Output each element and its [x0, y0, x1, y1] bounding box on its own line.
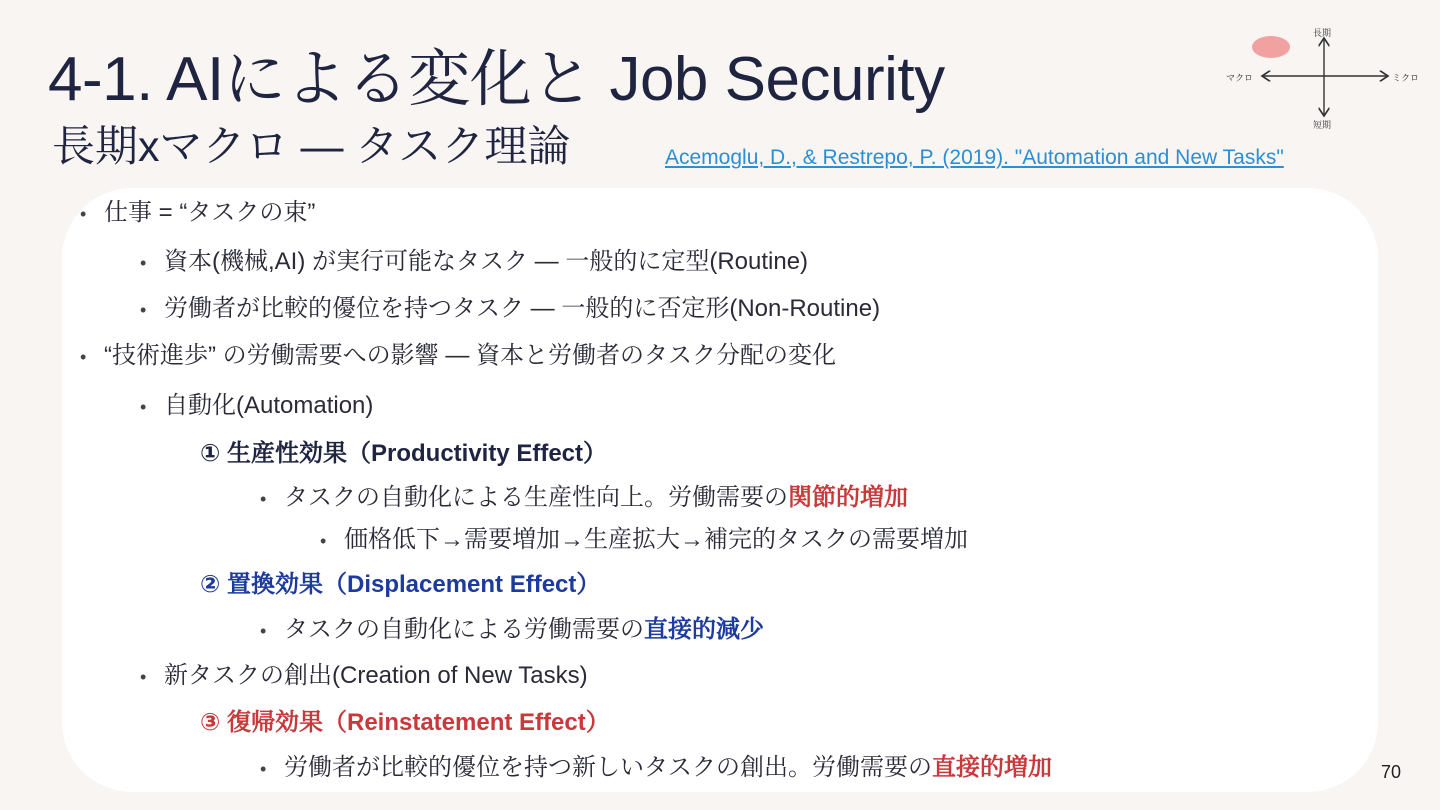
bullet-dot: • [80, 204, 87, 224]
bullet-dot: • [80, 347, 87, 367]
bullet-level2 [140, 247, 808, 278]
bullet-text: 新タスクの創出(Creation of New Tasks) [164, 662, 588, 689]
bullet-level1 [80, 341, 836, 372]
bullet-text: タスクの自動化による生産性向上。労働需要の [284, 484, 788, 511]
effect-heading-reinstatement: ③ 復帰効果（Reinstatement Effect） [200, 709, 610, 736]
bullet-text: 価格低下→需要増加→生産拡大→補完的タスクの需要増加 [344, 526, 968, 553]
bullet-text: タスクの自動化による労働需要の [284, 616, 644, 643]
axes-diagram [1220, 18, 1430, 136]
bullet-text: 仕事 = “タスクの束” [104, 199, 316, 226]
bullet-text: “技術進歩” の労働需要への影響 ― 資本と労働者のタスク分配の変化 [104, 342, 836, 369]
page-number: 70 [1381, 762, 1402, 782]
bullet-dot: • [140, 253, 147, 273]
highlight-text: 関節的増加 [788, 484, 908, 511]
highlight-text: 直接的増加 [932, 754, 1052, 781]
bullet-dot: • [260, 489, 267, 509]
position-marker [1252, 36, 1290, 58]
bullet-level2 [140, 391, 373, 422]
bullet-dot: • [140, 397, 147, 417]
axis-label-top: 長期 [1313, 28, 1332, 38]
bullet-text: 自動化(Automation) [164, 392, 374, 419]
bullet-level4 [260, 483, 908, 514]
bullet-level4 [260, 615, 764, 646]
bullet-level5 [320, 525, 968, 556]
bullet-dot: • [140, 300, 147, 320]
bullet-text: 労働者が比較的優位を持つ新しいタスクの創出。労働需要の [284, 754, 932, 781]
bullet-level1 [80, 198, 315, 229]
bullet-text: 労働者が比較的優位を持つタスク ― 一般的に否定形(Non-Routine) [164, 295, 881, 322]
slide-title: 4-1. AIによる変化と Job Security [48, 45, 945, 114]
bullet-dot: • [320, 531, 327, 551]
axis-label-right: ミクロ [1392, 73, 1420, 83]
bullet-dot: • [140, 667, 147, 687]
bullet-text: 資本(機械,AI) が実行可能なタスク ― 一般的に定型(Routine) [164, 248, 809, 275]
effect-heading-displacement: ② 置換効果（Displacement Effect） [200, 571, 601, 598]
highlight-text: 直接的減少 [644, 616, 764, 643]
bullet-dot: • [260, 621, 267, 641]
bullet-dot: • [260, 759, 267, 779]
axis-label-left: マクロ [1226, 73, 1254, 83]
axis-label-bottom: 短期 [1313, 120, 1332, 130]
slide-subtitle: 長期xマクロ ― タスク理論 [52, 123, 571, 171]
reference-link[interactable]: Acemoglu, D., & Restrepo, P. (2019). "Automation and New Tasks" [665, 146, 1284, 169]
bullet-level2 [140, 294, 880, 325]
bullet-level4 [260, 753, 1052, 784]
bullet-level2 [140, 661, 588, 692]
effect-heading-productivity: ① 生産性効果（Productivity Effect） [200, 440, 608, 467]
